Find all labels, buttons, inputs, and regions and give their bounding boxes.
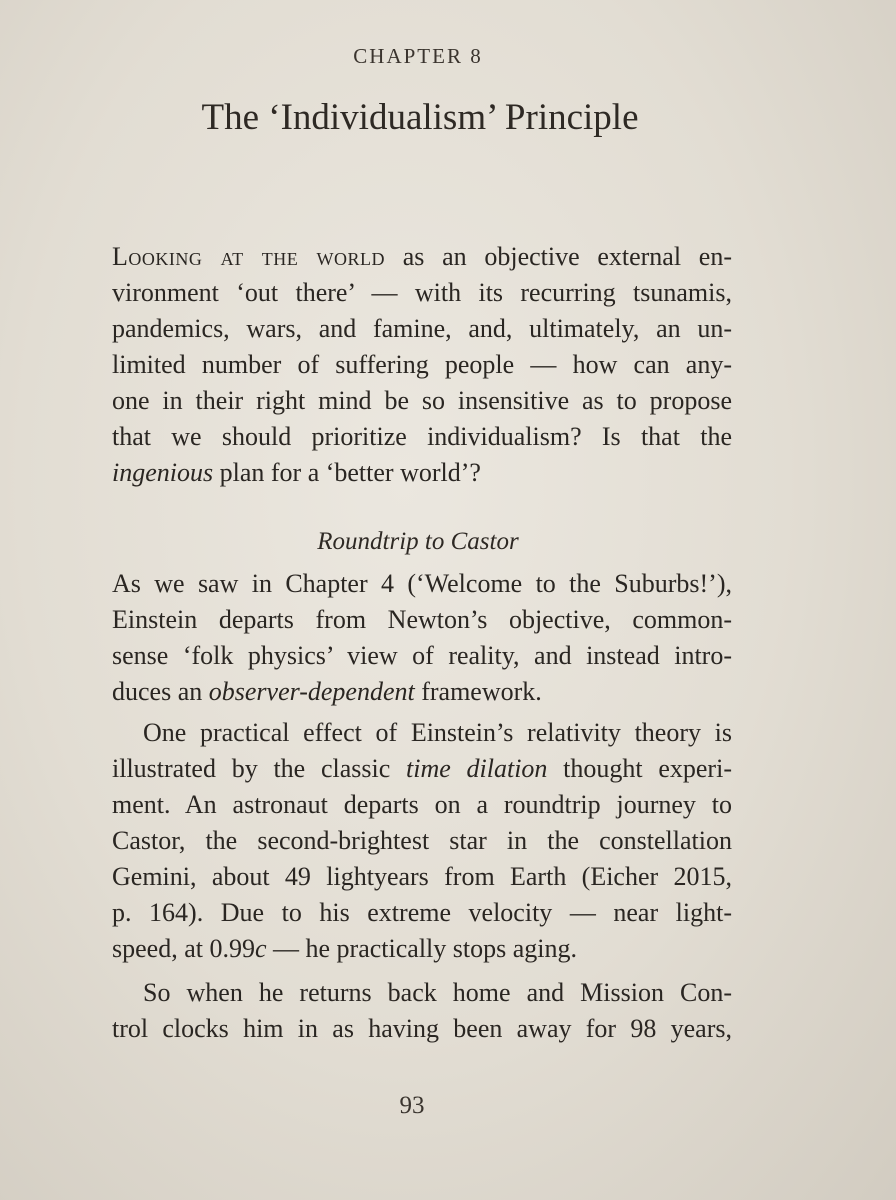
intro-line-7-rest: plan for a ‘better world’? (213, 458, 481, 487)
intro-line-3: pandemics, wars, and famine, and, ultimately, an un- (112, 314, 732, 343)
para2-line-2-end: thought experi- (547, 754, 732, 783)
para1-line-4-start: duces an (112, 677, 209, 706)
para1-line-4-end: framework. (414, 677, 542, 706)
para2-line-7-start: speed, at 0.99 (112, 934, 255, 963)
para1-line-3: sense ‘folk physics’ view of reality, and instead intro- (112, 641, 732, 670)
chapter-label: CHAPTER 8 (353, 44, 483, 68)
intro-line-6: that we should prioritize individualism? Is that the (112, 422, 732, 451)
para2-line-2-start: illustrated by the classic (112, 754, 407, 783)
chapter-title: The ‘Individualism’ Principle (201, 97, 639, 138)
para1-line-2: Einstein departs from Newton’s objective, common- (112, 605, 732, 634)
intro-line-2: vironment ‘out there’ — with its recurring tsunamis, (112, 278, 732, 307)
para3-line-2: trol clocks him in as having been away for 98 years, (112, 1014, 732, 1043)
para2-line-7-end: — he practically stops aging. (266, 934, 577, 963)
para1-italic-observer-dependent: observer-dependent (208, 677, 415, 706)
para2-line-5: Gemini, about 49 lightyears from Earth (Eicher 2015, (112, 862, 732, 891)
intro-line-1-rest: as an objective external en- (385, 242, 732, 271)
para1-line-1: As we saw in Chapter 4 (‘Welcome to the Suburbs!’), (112, 569, 732, 598)
para1-line-4 (112, 674, 732, 710)
para2-line-6: p. 164). Due to his extreme velocity — near light- (112, 898, 732, 927)
para2-line-3: ment. An astronaut departs on a roundtrip journey to (112, 790, 732, 819)
intro-line-1 (112, 239, 732, 275)
para2-line-2 (112, 751, 732, 787)
intro-line-5: one in their right mind be so insensitive as to propose (112, 386, 732, 415)
para2-line-7 (112, 931, 732, 967)
section-heading: Roundtrip to Castor (317, 528, 519, 555)
para2-italic-c: c (254, 934, 267, 963)
intro-lead-small-caps: Looking at the world (112, 242, 385, 271)
intro-line-7 (112, 455, 732, 491)
para3-line-1: So when he returns back home and Mission Con- (143, 978, 732, 1007)
intro-line-4: limited number of suffering people — how can any- (112, 350, 732, 379)
para2-line-1: One practical effect of Einstein’s relativity theory is (143, 718, 732, 747)
page-number: 93 (399, 1092, 425, 1119)
para2-italic-time-dilation: time dilation (406, 754, 548, 783)
para2-line-4: Castor, the second-brightest star in the constellation (112, 826, 732, 855)
intro-italic-ingenious: ingenious (112, 458, 214, 487)
